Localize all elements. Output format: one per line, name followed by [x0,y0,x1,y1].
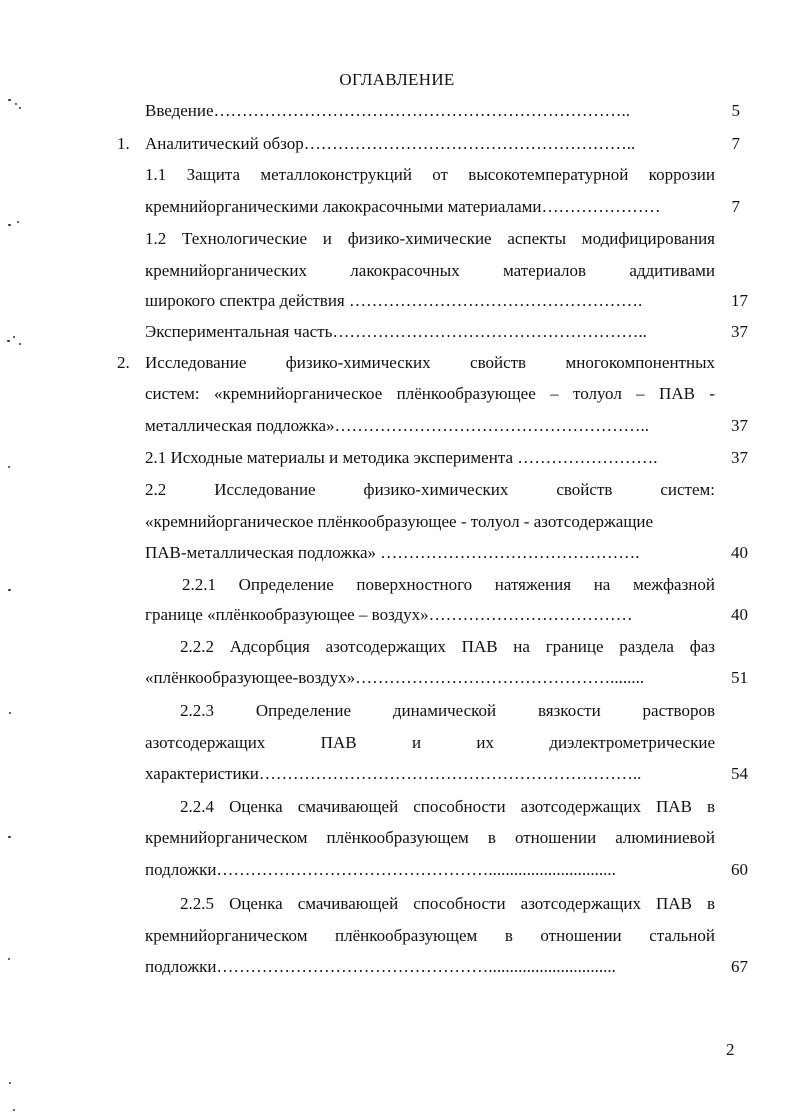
toc-line: 2.2.1 Определение поверхностного натяжения на межфазной [182,575,715,594]
toc-page-number: 40 [731,605,748,624]
scan-speck [8,836,11,838]
toc-page-number: 37 [731,448,748,467]
scan-speck [8,224,11,226]
scan-speck [19,107,21,109]
toc-page-number: 5 [731,101,740,120]
toc-page-number: 51 [731,668,748,687]
toc-section-number: 1. [117,134,130,153]
scan-speck [9,1082,11,1084]
toc-page-number: 60 [731,860,748,879]
toc-line: металлическая подложка»……………………………………………….. [145,416,649,435]
toc-line: «кремнийорганическое плёнкообразующее - толуол - азотсодержащие [145,512,654,531]
scan-speck [8,99,11,101]
toc-page-number: 7 [731,134,740,153]
scan-speck [19,343,21,345]
toc-line: 2.2.2 Адсорбция азотсодержащих ПАВ на границе раздела фаз [180,637,715,656]
scan-speck [7,340,10,342]
toc-line: 1.1 Защита металлоконструкций от высокотемпературной коррозии [145,165,715,184]
toc-line: 2.2.3 Определение динамической вязкости растворов [180,701,715,720]
scan-speck [13,1109,15,1111]
toc-line: кремнийорганическими лакокрасочными материалами………………… [145,197,661,216]
toc-line: Аналитический обзор………………………………………………….. [145,134,636,153]
toc-line: ПАВ-металлическая подложка» ………………………………………. [145,543,640,562]
toc-line: Введение……………………………………………………………….. [145,101,631,120]
toc-line: 2.2.5 Оценка смачивающей способности азотсодержащих ПАВ в [180,894,715,913]
toc-page-number: 67 [731,957,748,976]
toc-page-number: 37 [731,322,748,341]
toc-line: 2.1 Исходные материалы и методика эксперимента ……………………. [145,448,658,467]
scan-speck [17,221,19,223]
scan-speck [9,712,11,714]
toc-line: азотсодержащих ПАВ и их диэлектрометрические [145,733,715,752]
page-title: ОГЛАВЛЕНИЕ [339,70,455,89]
toc-page-number: 17 [731,291,748,310]
scan-speck [13,336,15,338]
toc-line: характеристики………………………………………………………….. [145,764,642,783]
scan-speck [8,589,11,591]
toc-page-number: 54 [731,764,748,783]
scan-speck [8,958,10,960]
toc-line: границе «плёнкообразующее – воздух»……………………………… [145,605,633,624]
toc-line: кремнийорганическом плёнкообразующем в отношении стальной [145,926,715,945]
toc-page-number: 7 [731,197,740,216]
scan-speck [8,466,10,468]
toc-page-number: 40 [731,543,748,562]
toc-line: 2.2.4 Оценка смачивающей способности азотсодержащих ПАВ в [180,797,715,816]
toc-page-number: 37 [731,416,748,435]
toc-line: Экспериментальная часть……………………………………………….. [145,322,647,341]
toc-line: подложки………………………………………….............................. [145,860,616,879]
toc-line: широкого спектра действия ……………………………………………. [145,291,643,310]
toc-line: систем: «кремнийорганическое плёнкообразующее – толуол – ПАВ - [145,384,715,403]
toc-line: кремнийорганическом плёнкообразующем в отношении алюминиевой [145,828,715,847]
toc-line: Исследование физико-химических свойств многокомпонентных [145,353,715,372]
toc-line: подложки………………………………………….............................. [145,957,616,976]
toc-line: «плёнкообразующее-воздух»………………………………………........ [145,668,645,687]
page-number: 2 [726,1040,735,1059]
toc-line: 2.2 Исследование физико-химических свойств систем: [145,480,715,499]
toc-line: 1.2 Технологические и физико-химические аспекты модифицирования [145,229,715,248]
scan-speck [15,103,17,105]
toc-section-number: 2. [117,353,130,372]
toc-line: кремнийорганических лакокрасочных материалов аддитивами [145,261,715,280]
